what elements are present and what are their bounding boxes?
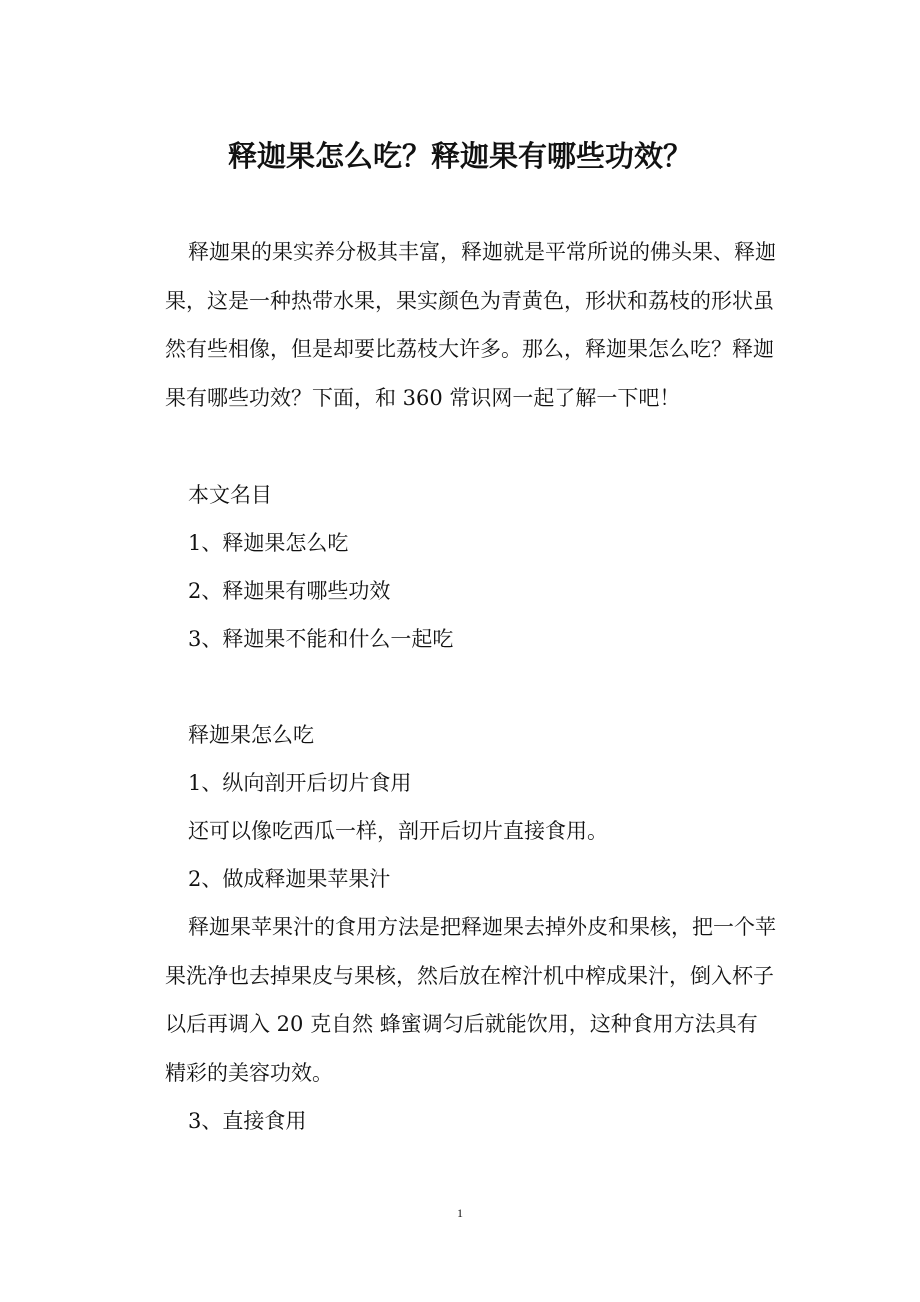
toc-item-2: 2、释迦果有哪些功效 bbox=[188, 579, 391, 603]
page-title: 释迦果怎么吃？释迦果有哪些功效？ bbox=[227, 139, 692, 173]
toc-item-3: 3、释迦果不能和什么一起吃 bbox=[188, 627, 454, 651]
toc-item-1: 1、释迦果怎么吃 bbox=[188, 531, 349, 555]
method-3-title: 3、直接食用 bbox=[188, 1109, 307, 1133]
intro-paragraph: 释迦果的果实养分极其丰富，释迦就是平常所说的佛头果、释迦果，这是一种热带水果，果实颜色为青黄色，形状和荔枝的形状虽然有些相像，但是却要比荔枝大许多。那么，释迦果怎么吃？释迦果有哪些功效？下面，和 360 常识网一起了解一下吧！ bbox=[165, 240, 776, 410]
section-heading: 释迦果怎么吃 bbox=[188, 723, 314, 747]
page-number: 1 bbox=[457, 1206, 463, 1220]
method-2-text: 释迦果苹果汁的食用方法是把释迦果去掉外皮和果核，把一个苹果洗净也去掉果皮与果核，然后放在榨汁机中榨成果汁，倒入杯子以后再调入 20 克自然 蜂蜜调匀后就能饮用，这种食用方法具有精彩的美容功效。 bbox=[165, 915, 776, 1085]
method-2-title: 2、做成释迦果苹果汁 bbox=[188, 867, 391, 891]
method-1-text: 还可以像吃西瓜一样，剖开后切片直接食用。 bbox=[188, 819, 608, 843]
method-1-title: 1、纵向剖开后切片食用 bbox=[188, 771, 412, 795]
toc-heading: 本文名目 bbox=[188, 483, 272, 507]
